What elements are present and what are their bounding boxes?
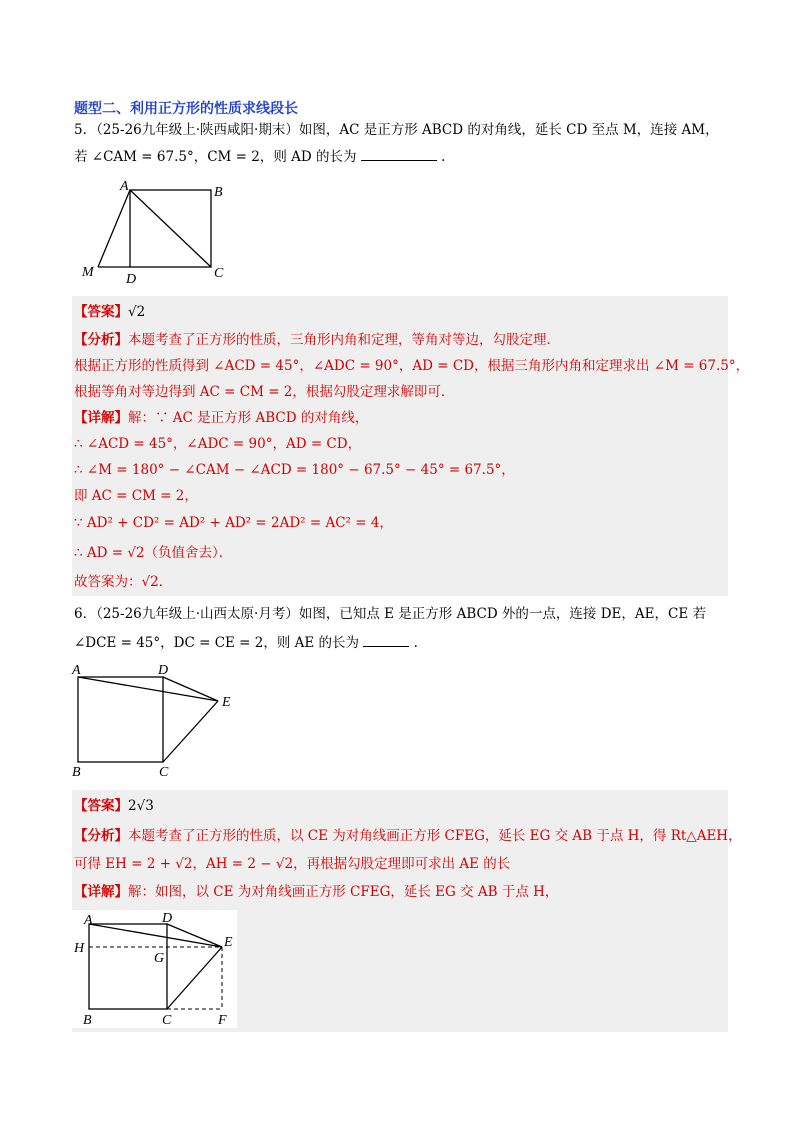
q5-text-line1: 5．（25-26九年级上·陕西咸阳·期末）如图，AC 是正方形 ABCD 的对角线，延长 CD 至点 M，连接 AM，	[74, 122, 719, 138]
q6s-label-h: H	[74, 941, 85, 956]
q6s-segment-de	[167, 924, 222, 947]
q6-text-line1: 6．（25-26九年级上·山西太原·月考）如图，已知点 E 是正方形 ABCD 外的一点，连接 DE，AE，CE 若	[74, 606, 706, 622]
q5-analysis-line3: 根据等角对等边得到 AC = CM = 2，根据勾股定理求解即可．	[74, 384, 455, 400]
q6-question: ∠DCE = 45°，DC = CE = 2，则 AE 的长为	[74, 635, 360, 651]
q6-solution-figure	[72, 910, 237, 1028]
q6s-label-c: C	[162, 1013, 172, 1028]
q6-segment-ce	[163, 701, 218, 762]
q6-figure	[68, 660, 248, 780]
q5-detail-line1: 【详解】解：∵ AC 是正方形 ABCD 的对角线，	[74, 410, 369, 426]
q5-label-d: D	[126, 272, 137, 286]
q6-label-c: C	[159, 765, 169, 780]
q6s-segment-ce	[167, 947, 222, 1009]
q5-detail-line2: ∴ ∠ACD = 45°，∠ADC = 90°，AD = CD，	[74, 436, 362, 452]
q5-diagonal-ac	[130, 190, 211, 267]
q6s-label-f: F	[218, 1013, 227, 1028]
q6s-label-d: D	[162, 911, 173, 926]
q5-answer-line: 【答案】√2	[74, 304, 146, 320]
q5-detail-line6: ∴ AD = √2（负值舍去）．	[74, 545, 233, 561]
q6-label-d: D	[158, 663, 169, 678]
q6s-segment-ae	[89, 924, 222, 947]
section-heading: 题型二、利用正方形的性质求线段长	[74, 101, 298, 117]
q6s-square	[89, 924, 167, 1009]
q6-detail-line: 【详解】解：如图，以 CE 为对角线画正方形 CFEG，延长 EG 交 AB 于点 H，	[74, 884, 559, 900]
q5-figure	[76, 176, 236, 286]
q5-label-m: M	[82, 265, 94, 280]
q6-analysis-line2: 可得 EH = 2 + √2，AH = 2 − √2，再根据勾股定理即可求出 AE 的长	[74, 856, 511, 872]
q6-label-e: E	[222, 695, 231, 710]
q5-label-a: A	[120, 179, 129, 194]
q5-question: 若 ∠CAM = 67.5°，CM = 2，则 AD 的长为	[74, 149, 357, 165]
q5-detail-line4: 即 AC = CM = 2，	[74, 488, 198, 504]
q6-segment-de	[163, 677, 218, 701]
q5-segment-am	[98, 190, 130, 267]
q6s-label-b: B	[83, 1013, 92, 1028]
q5-label-b: B	[214, 185, 223, 200]
q6-answer-blank	[363, 632, 409, 647]
q5-detail-line7: 故答案为：√2．	[74, 574, 173, 590]
q6s-label-g: G	[154, 951, 165, 966]
q6-label-b: B	[72, 765, 81, 780]
q6-answer-value: 2√3	[128, 798, 154, 814]
q6-segment-ae	[78, 677, 218, 701]
q6-analysis-line1: 【分析】本题考查了正方形的性质，以 CE 为对角线画正方形 CFEG，延长 EG 交 AB 于点 H，得 Rt△AEH，	[74, 828, 742, 844]
q6s-label-e: E	[224, 935, 233, 950]
q5-detail-line5: ∵ AD² + CD² = AD² + AD² = 2AD² = AC² = 4，	[74, 515, 393, 531]
q6-label-a: A	[72, 663, 81, 678]
q5-label-c: C	[214, 266, 224, 281]
q6-answer-line: 【答案】2√3	[74, 798, 154, 814]
q6s-label-a: A	[84, 913, 93, 928]
q5-answer-blank	[361, 146, 437, 161]
q5-analysis-line2: 根据正方形的性质得到 ∠ACD = 45°，∠ADC = 90°，AD = CD，根据三角形内角和定理求出 ∠M = 67.5°，	[74, 358, 750, 374]
q5-text-line2: 若 ∠CAM = 67.5°，CM = 2，则 AD 的长为 .	[74, 146, 445, 167]
q5-detail-line3: ∴ ∠M = 180° − ∠CAM − ∠ACD = 180° − 67.5° − 45° = 67.5°，	[74, 462, 515, 478]
q5-answer-value: √2	[128, 304, 146, 320]
q6-text-line2: ∠DCE = 45°，DC = CE = 2，则 AE 的长为 .	[74, 632, 418, 653]
q5-analysis-line1: 【分析】本题考查了正方形的性质，三角形内角和定理，等角对等边，勾股定理．	[74, 332, 560, 348]
